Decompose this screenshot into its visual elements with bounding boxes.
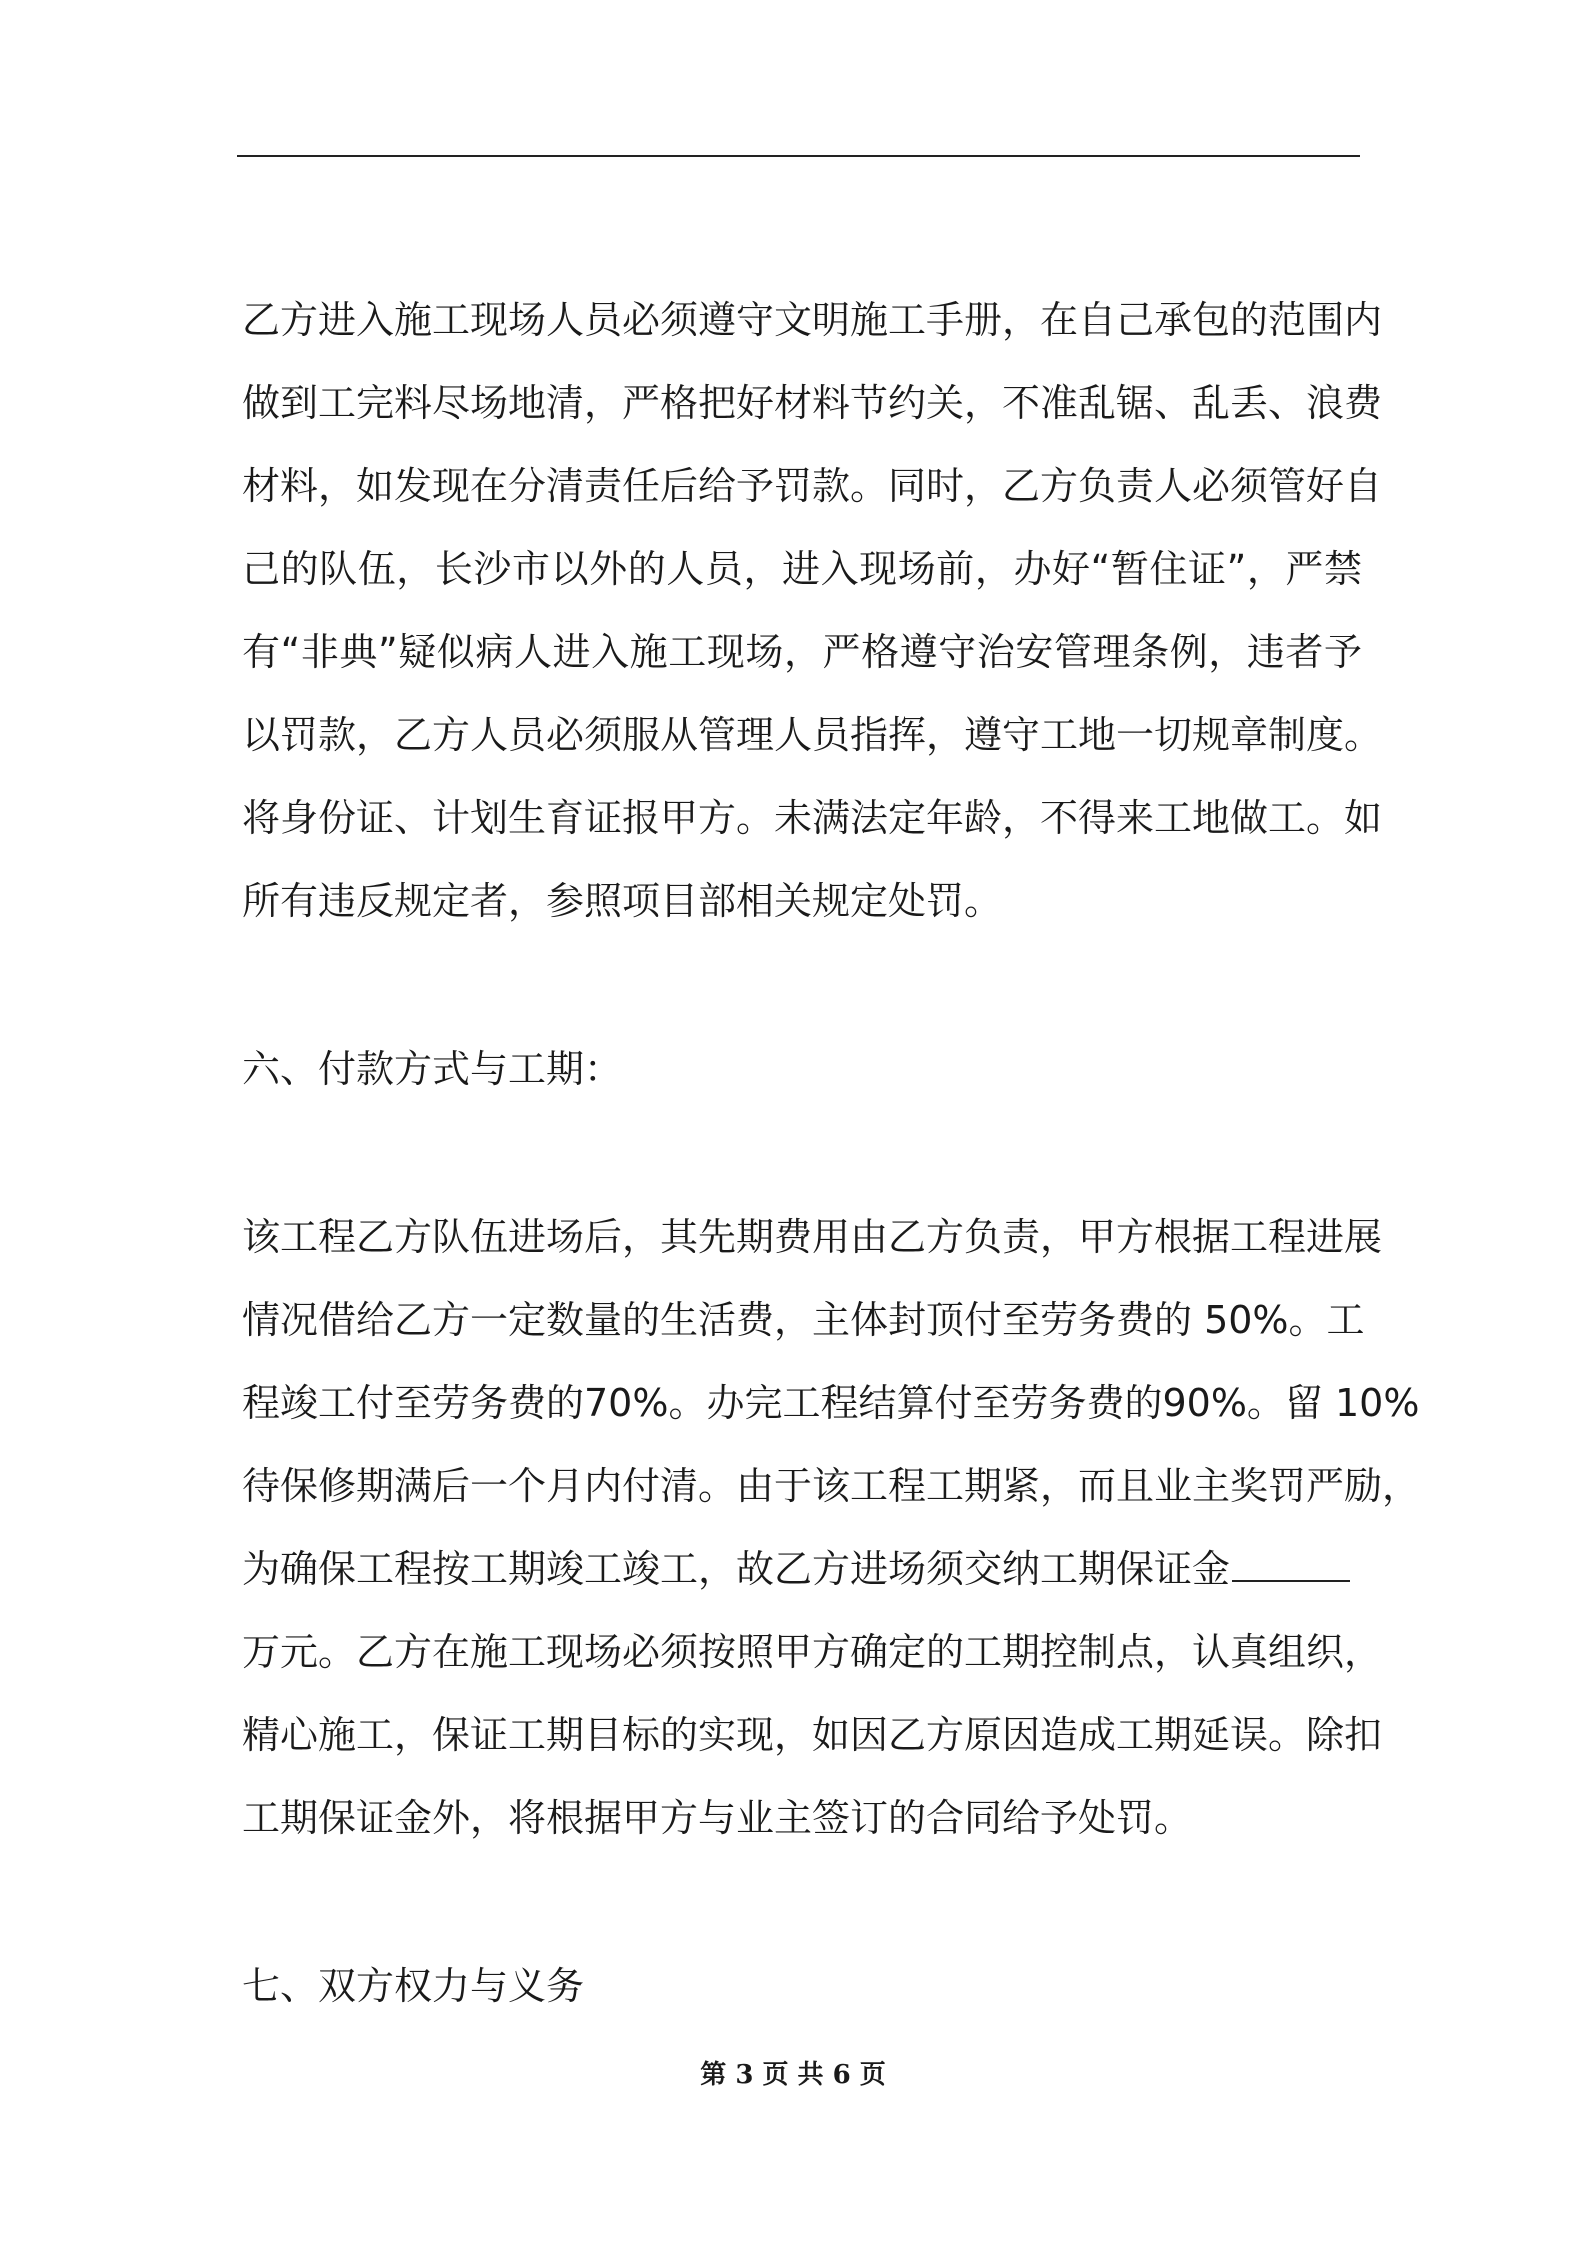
paragraph-1-line-6: 以罚款，乙方人员必须服从管理人员指挥，遵守工地一切规章制度。 <box>242 713 1383 757</box>
paragraph-2-line-2: 情况借给乙方一定数量的生活费，主体封顶付至劳务费的 50%。工 <box>242 1298 1365 1342</box>
paragraph-2-line-3: 程竣工付至劳务费的70%。办完工程结算付至劳务费的90%。留 10% <box>242 1381 1420 1425</box>
paragraph-1-line-1: 乙方进入施工现场人员必须遵守文明施工手册，在自己承包的范围内 <box>242 298 1383 342</box>
section-heading-6: 六、付款方式与工期： <box>242 1047 623 1091</box>
paragraph-2-line-4: 待保修期满后一个月内付清。由于该工程工期紧，而且业主奖罚严励， <box>242 1464 1421 1508</box>
paragraph-1-line-5: 有“非典”疑似病人进入施工现场，严格遵守治安管理条例，违者予 <box>242 630 1362 674</box>
paragraph-1-line-4: 己的队伍，长沙市以外的人员，进入现场前，办好“暂住证”，严禁 <box>242 547 1362 591</box>
paragraph-2-line-5-text: 为确保工程按工期竣工竣工，故乙方进场须交纳工期保证金 <box>242 1547 1231 1591</box>
paragraph-2-line-1: 该工程乙方队伍进场后，其先期费用由乙方负责，甲方根据工程进展 <box>242 1215 1383 1259</box>
section-heading-7: 七、双方权力与义务 <box>242 1964 585 2008</box>
paragraph-1-line-3: 材料，如发现在分清责任后给予罚款。同时，乙方负责人必须管好自 <box>242 464 1383 508</box>
paragraph-1-line-8: 所有违反规定者，参照项目部相关规定处罚。 <box>242 879 1003 923</box>
fill-in-blank <box>1232 1546 1350 1582</box>
paragraph-1-line-7: 将身份证、计划生育证报甲方。未满法定年龄，不得来工地做工。如 <box>242 796 1383 840</box>
paragraph-1-line-2: 做到工完料尽场地清，严格把好材料节约关，不准乱锯、乱丢、浪费 <box>242 381 1383 425</box>
paragraph-2-line-7: 精心施工，保证工期目标的实现，如因乙方原因造成工期延误。除扣 <box>242 1713 1383 1757</box>
paragraph-2-line-6: 万元。乙方在施工现场必须按照甲方确定的工期控制点，认真组织， <box>242 1630 1383 1674</box>
paragraph-2-line-8: 工期保证金外，将根据甲方与业主签订的合同给予处罚。 <box>242 1796 1193 1840</box>
page-number-footer: 第 3 页 共 6 页 <box>700 2060 886 2090</box>
header-rule <box>237 155 1360 157</box>
paragraph-2-line-5 <box>242 1546 1362 1592</box>
